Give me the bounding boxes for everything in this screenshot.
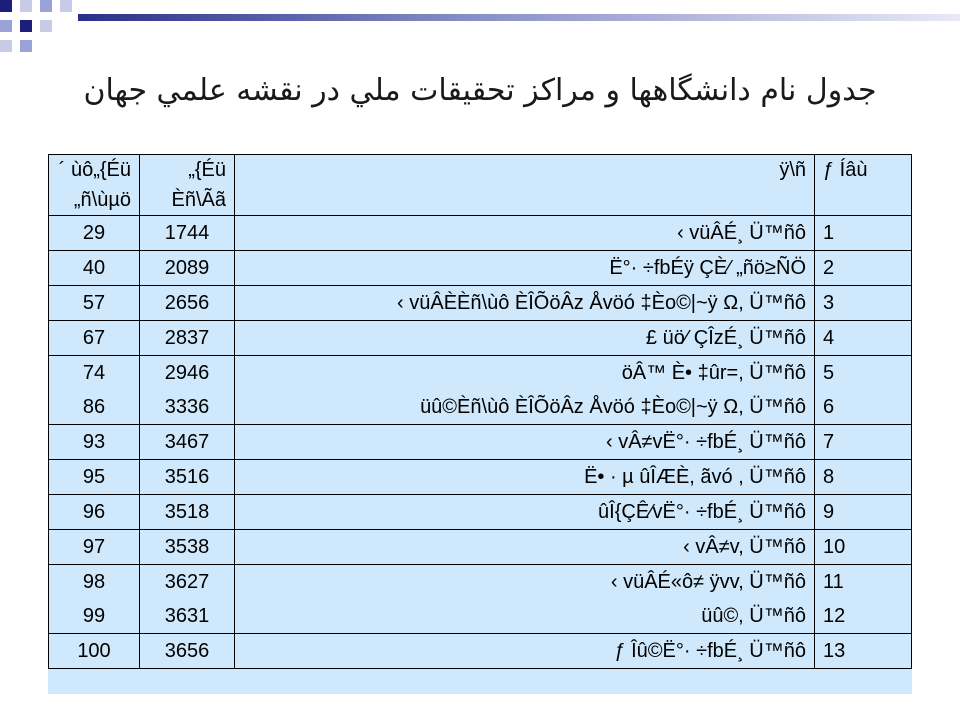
table-cell-c4: 9 xyxy=(815,495,912,530)
table-cell-c4: 12 xyxy=(815,599,912,634)
header-col3: ÿ\ñ xyxy=(235,155,815,186)
table-cell-c1: 74 xyxy=(49,356,140,391)
header-col2: „{Éü xyxy=(140,155,235,186)
table-cell-c4: 1 xyxy=(815,216,912,251)
header-col2-line2: Èñ\Ãã xyxy=(140,185,235,216)
table-cell-c1: 93 xyxy=(49,425,140,460)
table-cell-c4: 10 xyxy=(815,530,912,565)
table-row xyxy=(49,251,912,286)
table-cell-c3: ‹ vüÂÉ«ô≠ ÿvv, Ü™ñô xyxy=(235,565,815,600)
table-cell-c4: 6 xyxy=(815,390,912,425)
table-header-row-2 xyxy=(49,185,912,216)
table-cell-c1: 67 xyxy=(49,321,140,356)
table-cell-c2: 3538 xyxy=(140,530,235,565)
table-cell-c2: 2089 xyxy=(140,251,235,286)
table-cell-c3: ‹ vÂ≠vË°· ÷fbÉ¸ Ü™ñô xyxy=(235,425,815,460)
table-cell-c4: 5 xyxy=(815,356,912,391)
table-row xyxy=(49,286,912,321)
table-cell-c3: öÂ™ È• ‡ûr=, Ü™ñô xyxy=(235,356,815,391)
table-row xyxy=(49,599,912,634)
table-cell-c4: 11 xyxy=(815,565,912,600)
header-col1-line2: „ñ\ùµö xyxy=(49,185,140,216)
corner-decoration xyxy=(0,0,90,60)
table-cell-c2: 3518 xyxy=(140,495,235,530)
header-col1: ´ ùô„{Éü xyxy=(49,155,140,186)
table-cell-c3: ƒ Îû©Ë°· ÷fbÉ¸ Ü™ñô xyxy=(235,634,815,669)
table-cell-c3: Ë°· ÷fbÉÿ ÇÈ⁄ „ñö≥ÑÖ xyxy=(235,251,815,286)
table-cell-c1: 95 xyxy=(49,460,140,495)
table-cell-c1: 57 xyxy=(49,286,140,321)
table-cell-c1: 99 xyxy=(49,599,140,634)
table-cell-c2: 2656 xyxy=(140,286,235,321)
table-cell-c2: 2946 xyxy=(140,356,235,391)
table-row xyxy=(49,495,912,530)
table-cell-c1: 40 xyxy=(49,251,140,286)
table-cell-c2: 3631 xyxy=(140,599,235,634)
table-header-row xyxy=(49,155,912,186)
table-cell-c1: 86 xyxy=(49,390,140,425)
table-cell-c2: 3516 xyxy=(140,460,235,495)
table-row xyxy=(49,356,912,391)
table-cell-c3: ûÎ{ÇÊ⁄vË°· ÷fbÉ¸ Ü™ñô xyxy=(235,495,815,530)
table-cell-c4: 3 xyxy=(815,286,912,321)
table-row xyxy=(49,321,912,356)
table-cell-c3: ‹ vÂ≠v, Ü™ñô xyxy=(235,530,815,565)
table-cell-c3: üû©Èñ\ùô ÈÎÕöÂz Åvöó ‡Èo©|~ÿ Ω, Ü™ñô xyxy=(235,390,815,425)
table-cell-c4: 13 xyxy=(815,634,912,669)
header-col4: ƒ Íâù xyxy=(815,155,912,186)
table-cell-c1: 100 xyxy=(49,634,140,669)
table-row xyxy=(49,530,912,565)
table-row xyxy=(49,634,912,669)
table-cell-c3: £ üö⁄ ÇÎzÉ¸ Ü™ñô xyxy=(235,321,815,356)
table-row xyxy=(49,390,912,425)
table-cell-c3: ‹ vüÂÈÈñ\ùô ÈÎÕöÂz Åvöó ‡Èo©|~ÿ Ω, Ü™ñô xyxy=(235,286,815,321)
table-cell-c3: üû©, Ü™ñô xyxy=(235,599,815,634)
table-cell-c3: ‹ vüÂÉ¸ Ü™ñô xyxy=(235,216,815,251)
table-cell-c4: 4 xyxy=(815,321,912,356)
table-cell-c2: 3627 xyxy=(140,565,235,600)
table-row xyxy=(49,425,912,460)
slide-title: جدول نام دانشگاهها و مراكز تحقيقات ملي در نقشه علمي جهان xyxy=(83,73,877,108)
table-cell-c1: 96 xyxy=(49,495,140,530)
table-cell-c3: Ë• · µ ûÎÆÈ, ãvó , Ü™ñô xyxy=(235,460,815,495)
table-cell-c2: 2837 xyxy=(140,321,235,356)
table-cell-c4: 2 xyxy=(815,251,912,286)
table-cell-c2: 3467 xyxy=(140,425,235,460)
table-row xyxy=(49,460,912,495)
table-cell-c2: 3336 xyxy=(140,390,235,425)
table-cell-c1: 29 xyxy=(49,216,140,251)
table-cell-c1: 98 xyxy=(49,565,140,600)
table-cell-c2: 1744 xyxy=(140,216,235,251)
header-rule xyxy=(78,14,960,21)
table-row xyxy=(49,216,912,251)
table-cell-c4: 8 xyxy=(815,460,912,495)
table-cell-c2: 3656 xyxy=(140,634,235,669)
rankings-table xyxy=(48,154,912,669)
table-cell-c1: 97 xyxy=(49,530,140,565)
table-row xyxy=(49,565,912,600)
table-cell-c4: 7 xyxy=(815,425,912,460)
